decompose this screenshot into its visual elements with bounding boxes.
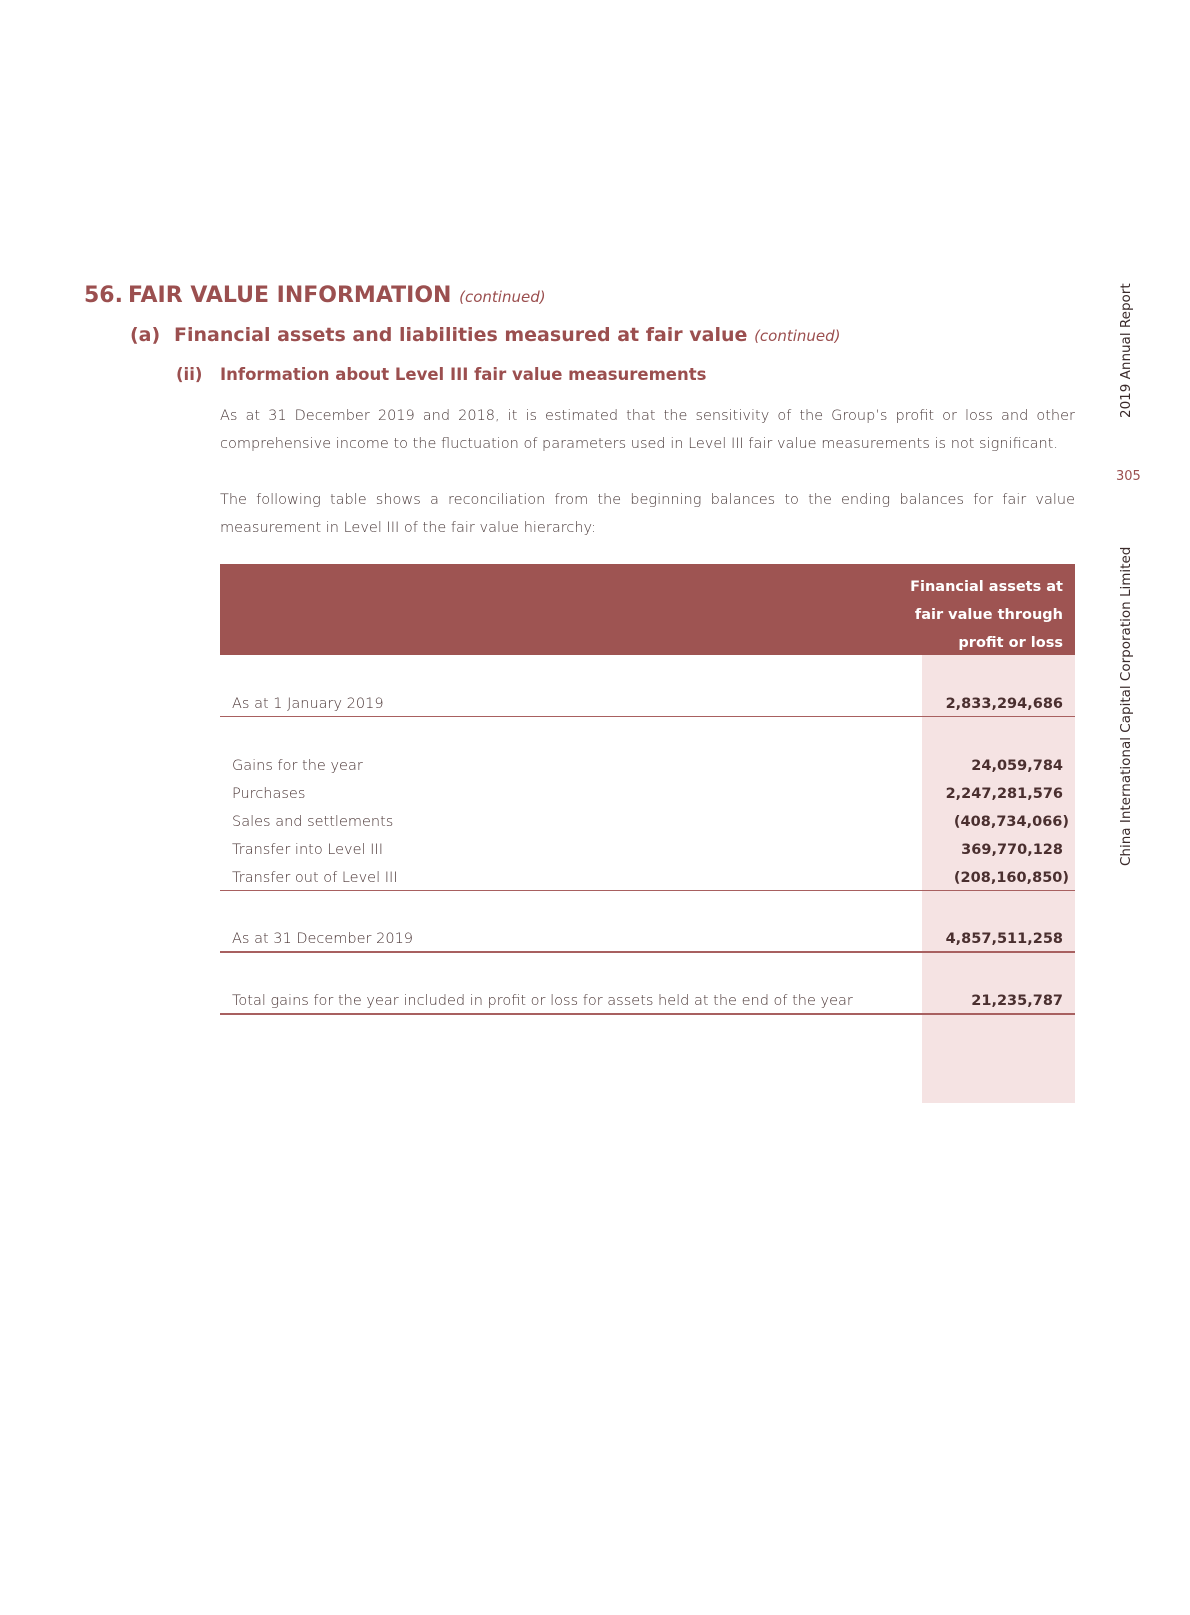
section-title: FAIR VALUE INFORMATION [128,283,452,308]
row-label: Gains for the year [232,758,363,774]
header-line: Financial assets at [910,579,1063,595]
section-heading [84,283,546,308]
divider [220,951,1075,953]
divider [220,716,1075,717]
row-label: As at 1 January 2019 [232,696,384,712]
row-value: 24,059,784 [971,758,1063,774]
row-label: As at 31 December 2019 [232,931,414,947]
reconciliation-table [220,564,1075,1009]
row-label: Sales and settlements [232,814,394,830]
header-line: fair value through [914,607,1063,623]
column-header [910,573,1063,657]
sub-subsection-heading [176,365,706,384]
table-row [220,782,1075,808]
row-value: 2,833,294,686 [945,696,1063,712]
row-label: Purchases [232,786,306,802]
sub-subsection-number: (ii) [176,365,203,384]
paragraph: The following table shows a reconciliation from the beginning balances to the ending balances for fair value measurement in Level III of the fair value hierarchy: [220,492,1075,536]
subsection-heading [130,324,841,346]
row-value: 369,770,128 [961,842,1063,858]
row-value: 21,235,787 [971,993,1063,1009]
table-row [220,810,1075,836]
row-value: 2,247,281,576 [945,786,1063,802]
row-value: (408,734,066) [953,814,1069,830]
row-label: Transfer out of Level III [232,870,398,886]
continued-label: (continued) [754,327,841,345]
sub-subsection-title: Information about Level III fair value measurements [220,365,707,384]
row-label: Total gains for the year included in profit or loss for assets held at the end of the year [232,993,853,1009]
table-row [220,927,1075,953]
table-header [220,564,1075,655]
table-row [220,989,1075,1015]
subsection-title: Financial assets and liabilities measured at fair value [174,324,748,346]
table-row [220,866,1075,892]
table-row [220,692,1075,718]
header-line: profit or loss [958,635,1063,651]
subsection-number: (a) [130,324,161,346]
row-value: (208,160,850) [953,870,1069,886]
paragraph: As at 31 December 2019 and 2018, it is estimated that the sensitivity of the Group’s profit or loss and other comprehensive income to the fluctuation of parameters used in Level III fair value measurements is not significant. [220,408,1075,452]
report-title: 2019 Annual Report [1118,283,1134,418]
section-number: 56. [84,283,123,308]
row-label: Transfer into Level III [232,842,384,858]
divider [220,1013,1075,1015]
page-number: 305 [1116,469,1141,484]
continued-label: (continued) [459,288,546,306]
divider [220,890,1075,891]
table-row [220,838,1075,864]
company-name: China International Capital Corporation Limited [1118,546,1134,866]
row-value: 4,857,511,258 [945,931,1063,947]
table-row [220,754,1075,780]
